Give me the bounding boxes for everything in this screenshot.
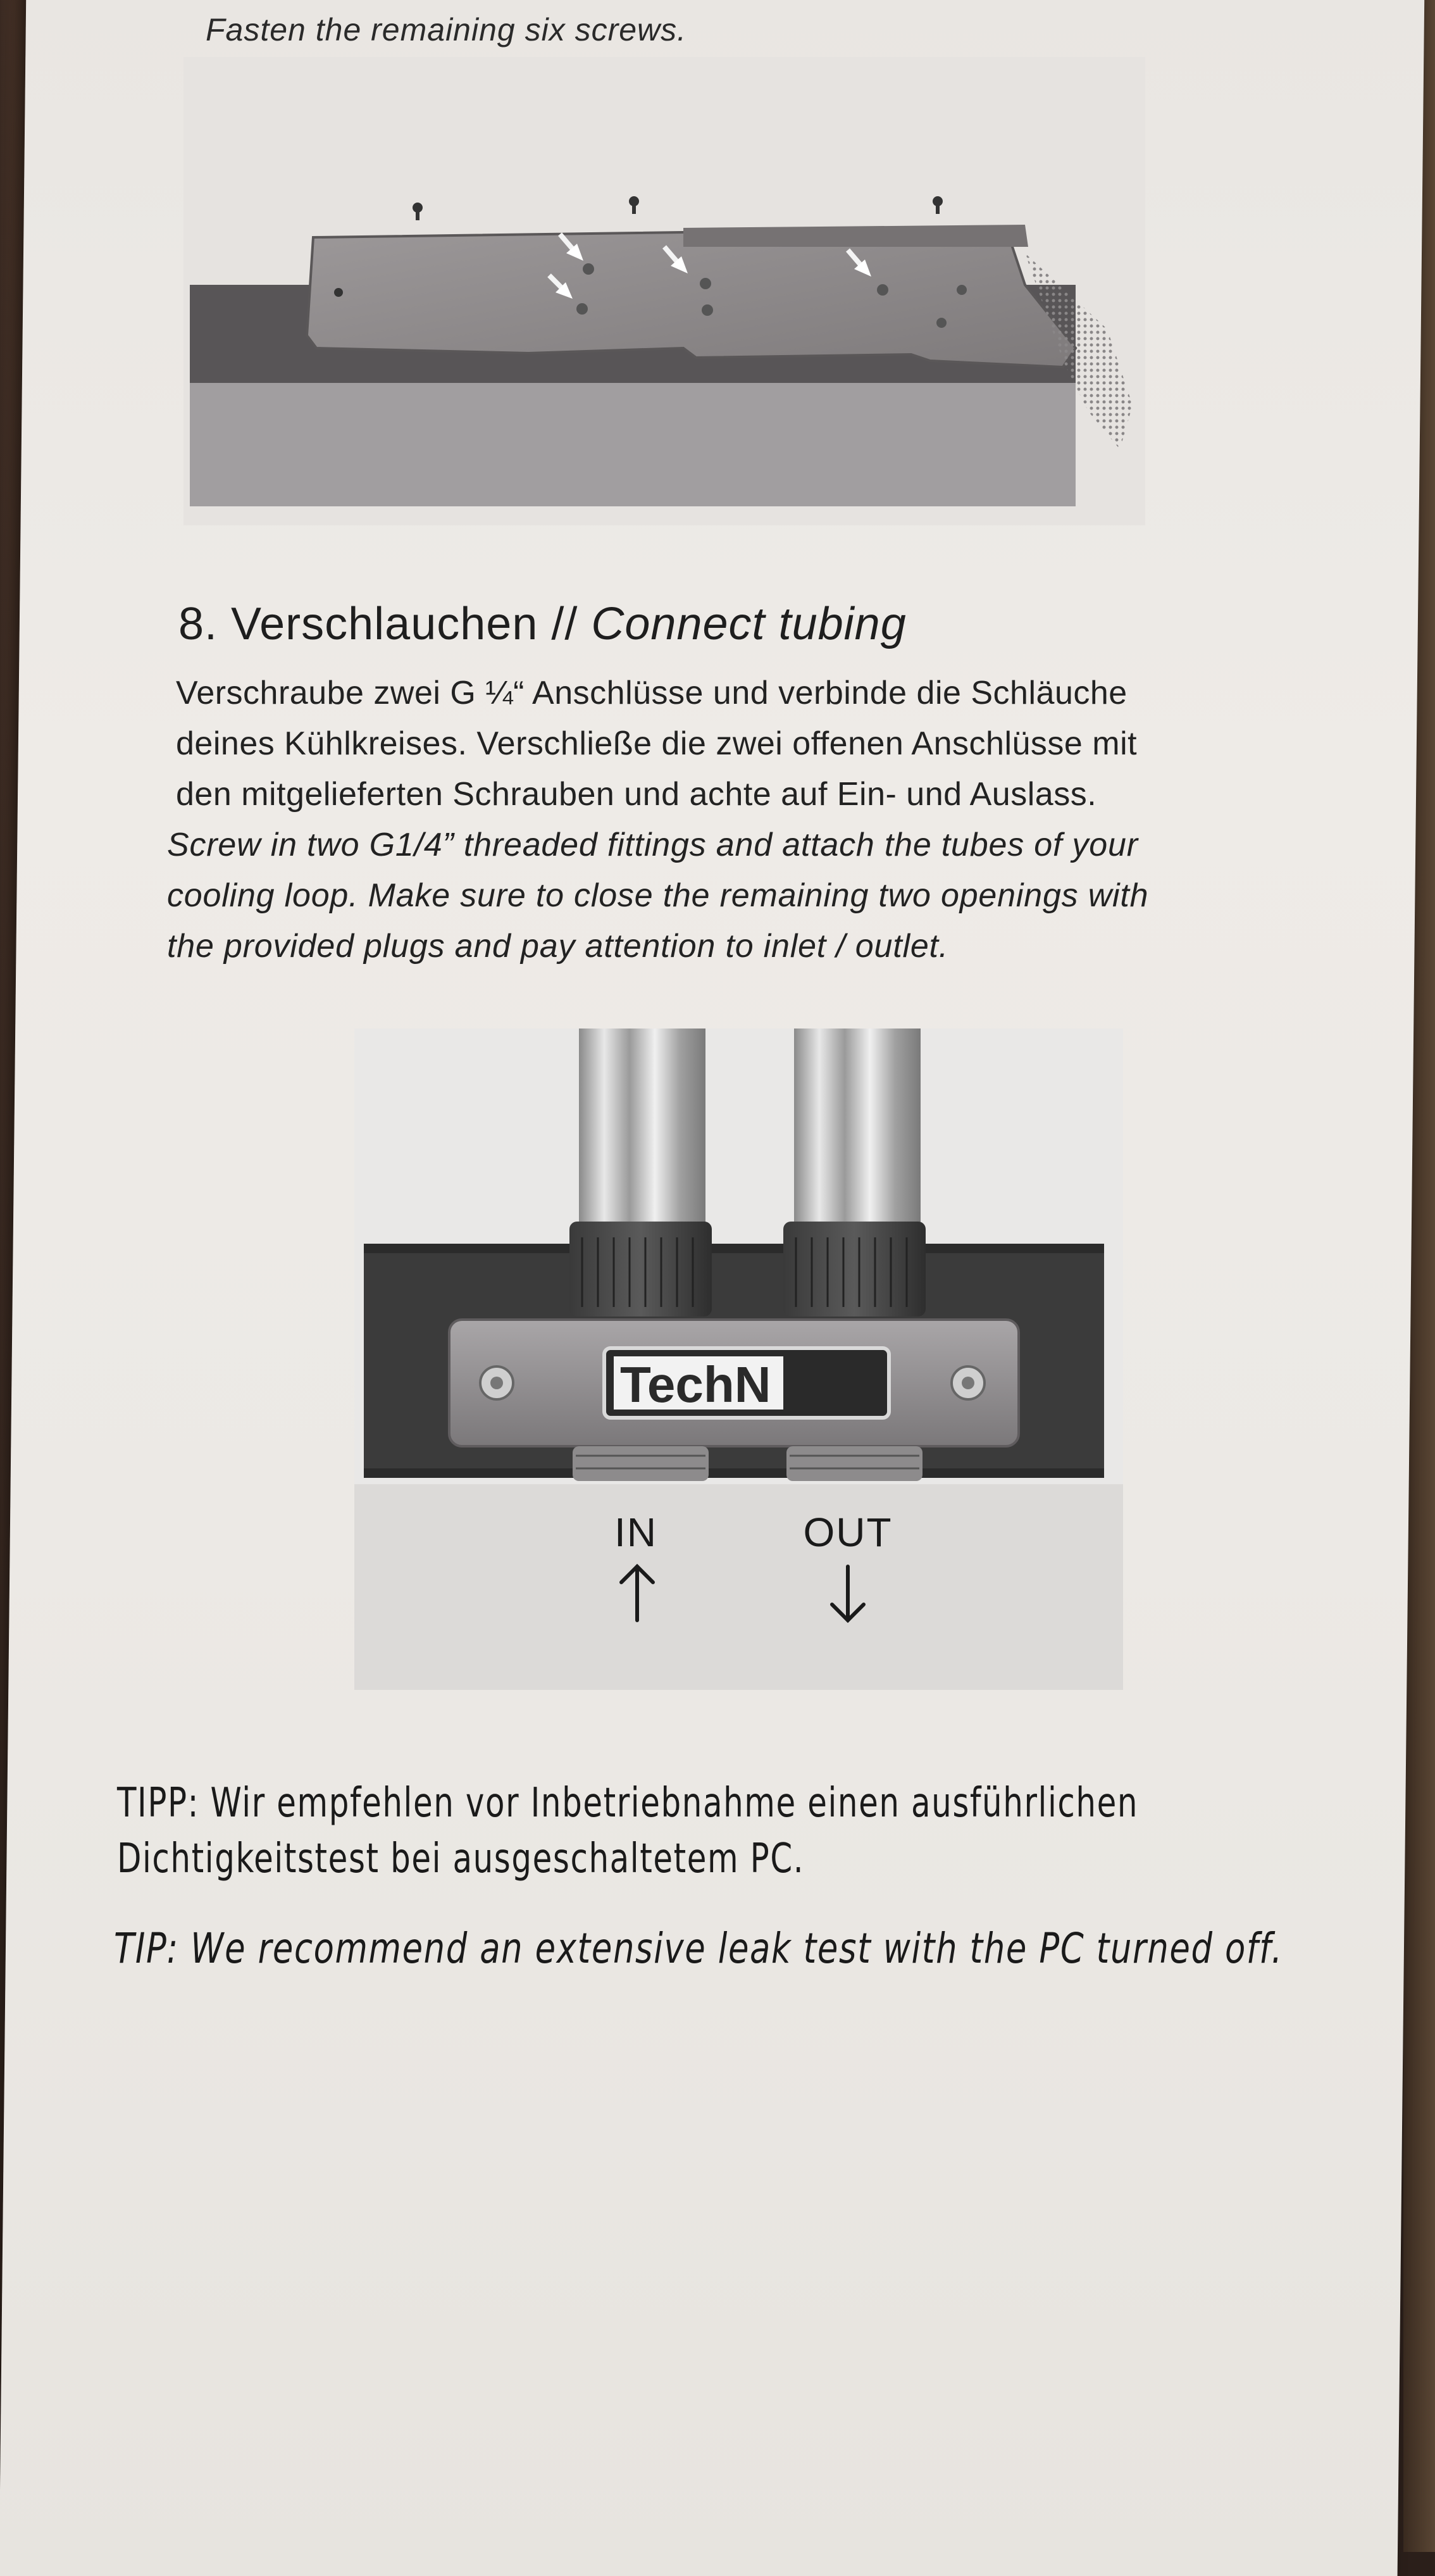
tip-de-line2: Dichtigkeitstest bei ausgeschaltetem PC. xyxy=(117,1835,805,1882)
body-de-line: den mitgelieferten Schrauben und achte auf Ein- und Auslass. xyxy=(176,776,1097,813)
tip-en: TIP: We recommend an extensive leak test with the PC turned off. xyxy=(114,1924,1283,1973)
out-label: OUT xyxy=(803,1510,893,1555)
body-de-line: Verschraube zwei G ¼“ Anschlüsse und verbinde die Schläuche xyxy=(176,675,1128,711)
body-en-line: cooling loop. Make sure to close the remaining two openings with xyxy=(167,877,1149,914)
in-label: IN xyxy=(614,1510,657,1555)
gpu-block-screw-illustration xyxy=(183,57,1145,525)
step7-caption: Fasten the remaining six screws. xyxy=(206,12,687,47)
title-en: Connect tubing xyxy=(591,599,907,649)
body-en-line: Screw in two G1/4” threaded fittings and attach the tubes of your xyxy=(167,827,1138,863)
fittings-illustration xyxy=(354,1029,1123,1690)
title-de: 8. Verschlauchen // xyxy=(178,599,592,649)
body-en-line: the provided plugs and pay attention to inlet / outlet. xyxy=(167,928,949,965)
techn-logo: TechN xyxy=(620,1356,771,1413)
section-title-connect-tubing xyxy=(178,598,907,650)
body-de-line: deines Kühlkreises. Verschließe die zwei offenen Anschlüsse mit xyxy=(176,725,1138,762)
tip-de-line1: TIPP: Wir empfehlen vor Inbetriebnahme einen ausführlichen xyxy=(117,1780,1139,1827)
